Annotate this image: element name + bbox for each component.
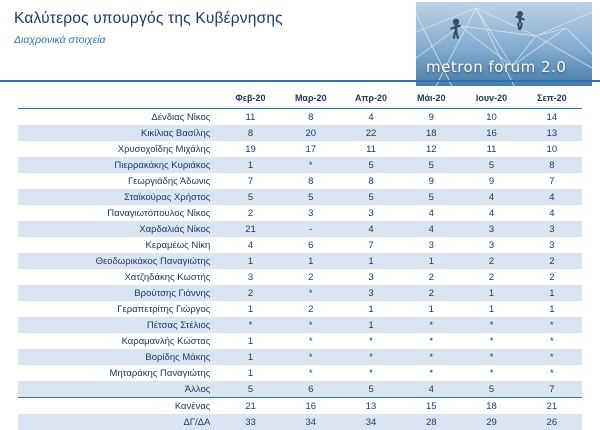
cell-value: 1: [281, 253, 341, 269]
table-row: [18, 157, 582, 173]
header: [0, 0, 600, 82]
column-header-may20: Μάι-20: [401, 90, 461, 109]
cell-value: 1: [461, 285, 521, 301]
cell-value: 4: [401, 221, 461, 237]
cell-value: 29: [461, 414, 521, 430]
cell-value: 21: [220, 221, 280, 237]
cell-value: *: [281, 317, 341, 333]
cell-value: *: [220, 317, 280, 333]
cell-value: 5: [220, 189, 280, 205]
cell-value: 4: [341, 221, 401, 237]
cell-value: 5: [461, 381, 521, 398]
cell-value: 7: [341, 237, 401, 253]
row-label: Κεραμέως Νίκη: [18, 237, 220, 253]
table-row: [18, 221, 582, 237]
cell-value: 1: [220, 253, 280, 269]
row-label: Χρυσοχοΐδης Μιχάλης: [18, 141, 220, 157]
cell-value: 8: [281, 109, 341, 126]
table-row: [18, 301, 582, 317]
column-header-label: [18, 90, 220, 109]
row-label: Γεραπετρίτης Γιώργος: [18, 301, 220, 317]
cell-value: 3: [341, 285, 401, 301]
cell-value: 1: [220, 301, 280, 317]
cell-value: 13: [341, 398, 401, 415]
cell-value: *: [461, 333, 521, 349]
column-header-jun20: Ιουν-20: [461, 90, 521, 109]
cell-value: *: [281, 349, 341, 365]
row-label: Παναγιωτόπουλος Νίκος: [18, 205, 220, 221]
table-row: [18, 381, 582, 398]
cell-value: 2: [522, 253, 582, 269]
cell-value: *: [461, 317, 521, 333]
cell-value: *: [281, 157, 341, 173]
cell-value: 4: [220, 237, 280, 253]
cell-value: 22: [341, 125, 401, 141]
cell-value: 5: [341, 157, 401, 173]
cell-value: 26: [522, 414, 582, 430]
table-row: [18, 189, 582, 205]
cell-value: *: [281, 333, 341, 349]
cell-value: *: [522, 365, 582, 381]
row-label: Πιερρακάκης Κυριάκος: [18, 157, 220, 173]
row-label: Χαρδαλιάς Νίκος: [18, 221, 220, 237]
cell-value: 9: [401, 173, 461, 189]
cell-value: 11: [461, 141, 521, 157]
cell-value: 17: [281, 141, 341, 157]
cell-value: 1: [461, 301, 521, 317]
cell-value: 2: [220, 205, 280, 221]
cell-value: *: [401, 365, 461, 381]
cell-value: 18: [401, 125, 461, 141]
cell-value: *: [461, 349, 521, 365]
cell-value: 18: [461, 398, 521, 415]
cell-value: 19: [220, 141, 280, 157]
table-head: [18, 90, 582, 109]
cell-value: 13: [522, 125, 582, 141]
row-label: ΔΓ/ΔΑ: [18, 414, 220, 430]
cell-value: 8: [220, 125, 280, 141]
cell-value: 11: [341, 141, 401, 157]
table-row: [18, 205, 582, 221]
cell-value: 10: [522, 141, 582, 157]
page-subtitle: Διαχρονικά στοιχεία: [14, 34, 600, 46]
table-body: [18, 109, 582, 430]
table-row: [18, 349, 582, 365]
cell-value: 3: [522, 237, 582, 253]
cell-value: 4: [401, 381, 461, 398]
cell-value: *: [401, 317, 461, 333]
cell-value: 7: [522, 173, 582, 189]
cell-value: 1: [341, 301, 401, 317]
cell-value: 4: [401, 205, 461, 221]
cell-value: 10: [461, 109, 521, 126]
cell-value: 3: [461, 237, 521, 253]
cell-value: 3: [461, 221, 521, 237]
table-row: [18, 317, 582, 333]
cell-value: 2: [461, 253, 521, 269]
cell-value: 1: [341, 253, 401, 269]
cell-value: 28: [401, 414, 461, 430]
row-label: Γεωργιάδης Άδωνις: [18, 173, 220, 189]
cell-value: 3: [522, 221, 582, 237]
cell-value: 8: [522, 157, 582, 173]
cell-value: *: [401, 349, 461, 365]
cell-value: 1: [522, 285, 582, 301]
cell-value: 4: [461, 205, 521, 221]
table-row: [18, 333, 582, 349]
table-row: [18, 398, 582, 415]
cell-value: 4: [461, 189, 521, 205]
cell-value: 16: [461, 125, 521, 141]
cell-value: 4: [522, 189, 582, 205]
cell-value: 9: [401, 109, 461, 126]
cell-value: 2: [281, 301, 341, 317]
cell-value: 3: [281, 205, 341, 221]
cell-value: 14: [522, 109, 582, 126]
row-label: Άλλος: [18, 381, 220, 398]
cell-value: 6: [281, 237, 341, 253]
cell-value: 4: [522, 205, 582, 221]
cell-value: 34: [341, 414, 401, 430]
data-table: [18, 90, 582, 430]
cell-value: 8: [341, 173, 401, 189]
row-label: Δένδιας Νίκος: [18, 109, 220, 126]
cell-value: 5: [401, 189, 461, 205]
cell-value: 5: [341, 381, 401, 398]
cell-value: 3: [401, 237, 461, 253]
cell-value: *: [341, 365, 401, 381]
cell-value: 12: [401, 141, 461, 157]
cell-value: *: [461, 365, 521, 381]
table-row: [18, 253, 582, 269]
cell-value: *: [401, 333, 461, 349]
cell-value: 2: [401, 285, 461, 301]
column-header-apr20: Απρ-20: [341, 90, 401, 109]
cell-value: *: [341, 333, 401, 349]
logo: [416, 2, 592, 86]
cell-value: 1: [341, 317, 401, 333]
cell-value: 2: [461, 269, 521, 285]
cell-value: *: [281, 285, 341, 301]
cell-value: -: [281, 221, 341, 237]
cell-value: 7: [220, 173, 280, 189]
row-label: Καραμανλής Κώστας: [18, 333, 220, 349]
cell-value: 33: [220, 414, 280, 430]
cell-value: 20: [281, 125, 341, 141]
header-divider: [0, 80, 600, 82]
cell-value: 6: [281, 381, 341, 398]
cell-value: 2: [401, 269, 461, 285]
cell-value: *: [522, 317, 582, 333]
cell-value: 5: [401, 157, 461, 173]
page-title: Καλύτερος υπουργός της Κυβέρνησης: [14, 10, 600, 28]
logo-text: metron forum 2.0: [426, 58, 566, 76]
data-table-wrapper: [0, 82, 600, 430]
cell-value: 2: [522, 269, 582, 285]
cell-value: 11: [220, 109, 280, 126]
row-label: Βρούτσης Γιάννης: [18, 285, 220, 301]
table-row: [18, 285, 582, 301]
column-header-feb20: Φεβ-20: [220, 90, 280, 109]
cell-value: *: [281, 365, 341, 381]
row-label: Χατζηδάκης Κωστής: [18, 269, 220, 285]
cell-value: 16: [281, 398, 341, 415]
table-row: [18, 173, 582, 189]
cell-value: 1: [401, 253, 461, 269]
cell-value: 1: [522, 301, 582, 317]
cell-value: *: [341, 349, 401, 365]
row-label: Μηταράκης Παναγιώτης: [18, 365, 220, 381]
cell-value: 2: [220, 285, 280, 301]
table-row: [18, 365, 582, 381]
cell-value: 5: [461, 157, 521, 173]
row-label: Θεοδωρικάκος Παναγιώτης: [18, 253, 220, 269]
column-header-sep20: Σεπ-20: [522, 90, 582, 109]
cell-value: 5: [281, 189, 341, 205]
cell-value: 9: [461, 173, 521, 189]
row-label: Σταϊκούρας Χρήστος: [18, 189, 220, 205]
cell-value: 3: [341, 205, 401, 221]
table-row: [18, 125, 582, 141]
cell-value: 1: [401, 301, 461, 317]
cell-value: 7: [522, 381, 582, 398]
cell-value: 3: [220, 269, 280, 285]
table-row: [18, 109, 582, 126]
cell-value: 21: [220, 398, 280, 415]
cell-value: 8: [281, 173, 341, 189]
cell-value: 4: [341, 109, 401, 126]
row-label: Πέτσας Στέλιος: [18, 317, 220, 333]
cell-value: 21: [522, 398, 582, 415]
row-label: Κανένας: [18, 398, 220, 415]
cell-value: *: [522, 333, 582, 349]
table-row: [18, 237, 582, 253]
table-row: [18, 269, 582, 285]
cell-value: 1: [220, 157, 280, 173]
cell-value: 2: [281, 269, 341, 285]
table-row: [18, 141, 582, 157]
cell-value: 5: [341, 189, 401, 205]
cell-value: 3: [341, 269, 401, 285]
cell-value: *: [522, 349, 582, 365]
row-label: Βορίδης Μάκης: [18, 349, 220, 365]
row-label: Κικίλιας Βασίλης: [18, 125, 220, 141]
cell-value: 15: [401, 398, 461, 415]
column-header-mar20: Μαρ-20: [281, 90, 341, 109]
table-row: [18, 414, 582, 430]
cell-value: 1: [220, 365, 280, 381]
cell-value: 34: [281, 414, 341, 430]
cell-value: 1: [220, 349, 280, 365]
cell-value: 5: [220, 381, 280, 398]
table-header-row: [18, 90, 582, 109]
cell-value: 1: [220, 333, 280, 349]
